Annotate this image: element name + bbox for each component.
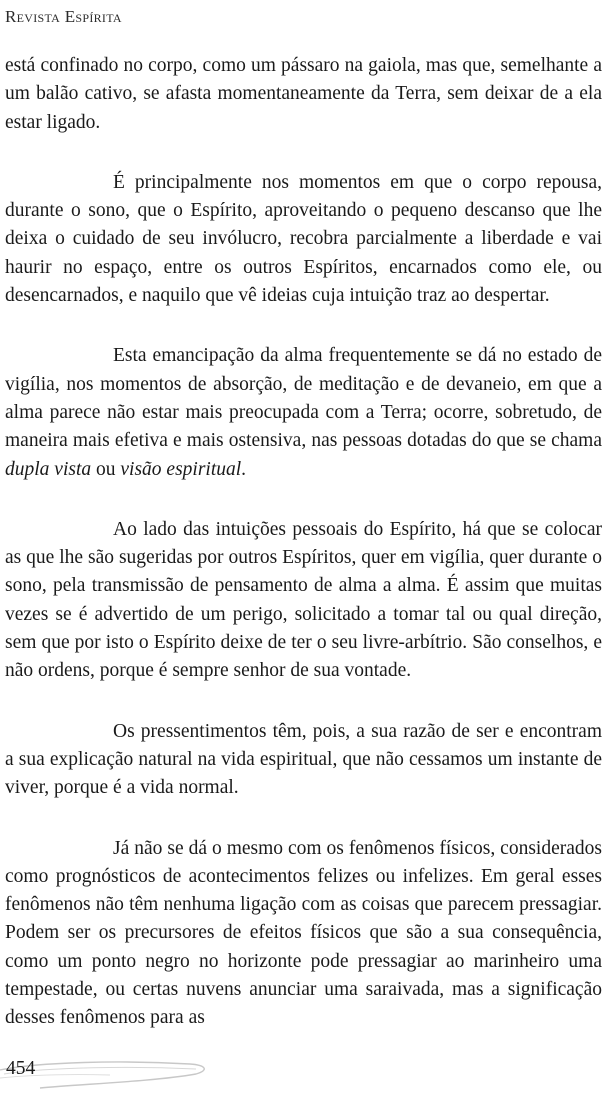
running-head: Revista Espírita [5,7,122,26]
paragraph-3-text-middle: ou [91,458,121,480]
paragraph-4: Ao lado das intuições pessoais do Espírito, há que se colocar as que lhe são sugeridas por outros Espíritos, quer em vigília, quer durante o sono, pela transmissão de pensamento de alma a alma. É assim que muitas vezes se é advertido de um perigo, solicitado a tomar tal ou qual direção, sem que por isto o Espírito deixe de ter o seu livre-arbítrio. São conselhos, e não ordens, porque é sempre senhor de sua vontade. [5,518,602,682]
page-body [5,52,602,1033]
emphasis-visao-espiritual: visão espiritual [120,458,242,480]
paragraph-6: Já não se dá o mesmo com os fenômenos físicos, considerados como prognósticos de acontecimentos felizes ou infelizes. Em geral esses fenômenos não têm nenhuma ligação com as coisas que parecem pressagiar. Podem ser os precursores de efeitos físicos que são a sua consequência, como um ponto negro no horizonte pode pressagiar ao marinheiro uma tempestade, ou certas nuvens anunciar uma saraivada, mas a significação desses fenômenos para as [5,837,602,1029]
paragraph-1: está confinado no corpo, como um pássaro na gaiola, mas que, semelhante a um balão cativo, se afasta momentaneamente da Terra, sem deixar de a ela estar ligado. [5,55,602,133]
emphasis-dupla-vista: dupla vista [5,458,92,480]
paragraph-3 [5,342,602,483]
page-number: 454 [6,1058,36,1079]
paragraph-3-text-after: . [241,458,247,480]
paragraph-3-text-before: Esta emancipação da alma frequentemente se dá no estado de vigília, nos momentos de absorção, de meditação e de devaneio, em que a alma parece não estar mais preocupada com a Terra; ocorre, sobretudo, de maneira mais efetiva e mais ostensiva, nas pessoas dotadas do que se chama [5,345,602,452]
paragraph-5: Os pressentimentos têm, pois, a sua razão de ser e encontram a sua explicação natural na vida espiritual, que não cessamos um instante de viver, porque é a vida normal. [5,720,602,799]
paragraph-2: É principalmente nos momentos em que o corpo repousa, durante o sono, que o Espírito, aproveitando o pequeno descanso que lhe deixa o cuidado de seu invólucro, recobra parcialmente a liberdade e vai haurir no espaço, entre os outros Espíritos, encarnados como ele, ou desencarnados, e naquilo que vê ideias cuja intuição traz ao despertar. [5,171,602,307]
